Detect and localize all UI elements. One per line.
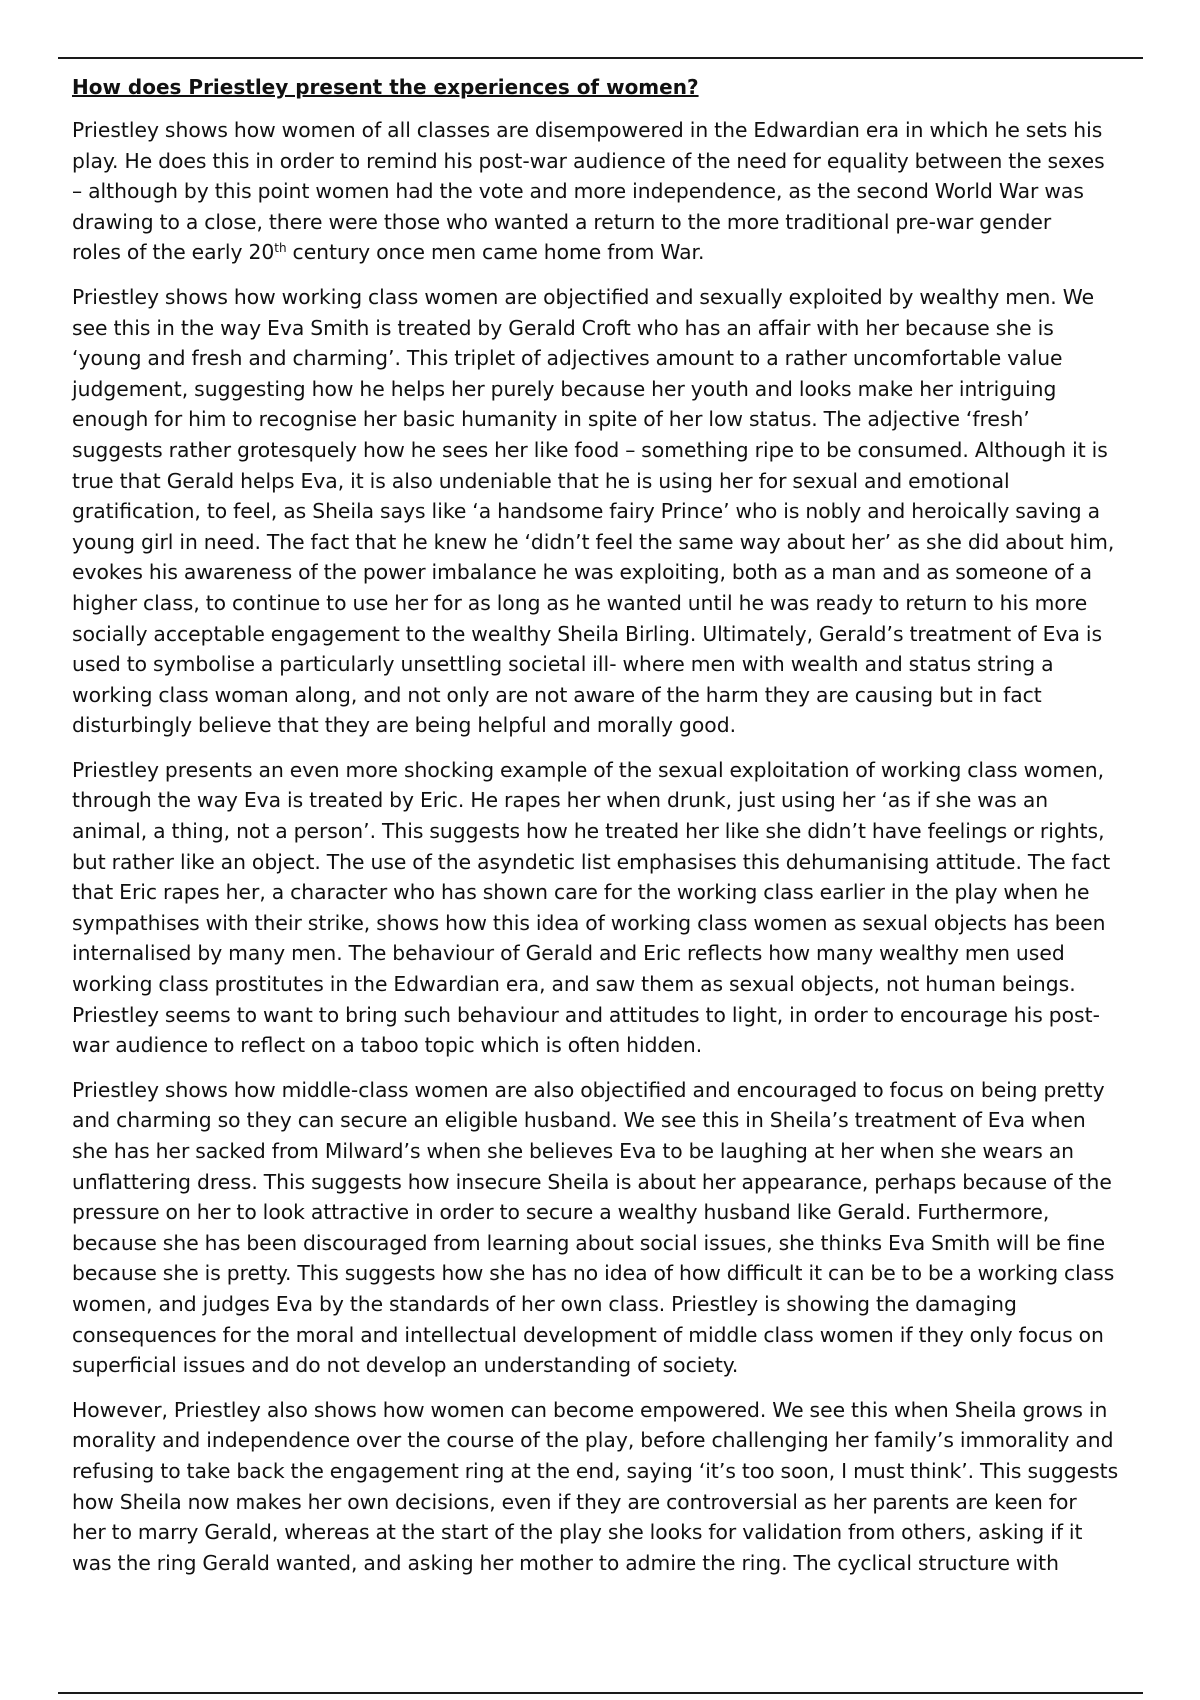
text-line: socially acceptable engagement to the wealthy Sheila Birling. Ultimately, Gerald’s treatment of Eva is — [72, 621, 1103, 646]
paragraph-3 — [72, 755, 1130, 1061]
text-line: enough for him to recognise her basic humanity in spite of her low status. The adjective ‘fresh’ — [72, 407, 1030, 432]
paragraph-2 — [72, 282, 1130, 741]
bottom-rule — [58, 1692, 1143, 1694]
text-line: used to symbolise a particularly unsettling societal ill- where men with wealth and status string a — [72, 652, 1054, 677]
text-line: Priestley seems to want to bring such behaviour and attitudes to light, in order to encourage his post- — [72, 1002, 1100, 1027]
paragraph-5 — [72, 1395, 1130, 1579]
text-line: play. He does this in order to remind his post-war audience of the need for equality between the sexes — [72, 148, 1105, 173]
text-line: superficial issues and do not develop an understanding of society. — [72, 1353, 739, 1378]
text-line: higher class, to continue to use her for as long as he wanted until he was ready to return to his more — [72, 590, 1088, 615]
text-line: working class woman along, and not only are not aware of the harm they are causing but in fact — [72, 682, 1042, 707]
text-line: morality and independence over the course of the play, before challenging her family’s immorality and — [72, 1428, 1114, 1453]
paragraph-1 — [72, 115, 1130, 268]
text-line: animal, a thing, not a person’. This suggests how he treated her like she didn’t have feelings or rights, — [72, 819, 1105, 844]
text-segment: roles of the early 20 — [72, 240, 275, 265]
ordinal-superscript: th — [274, 241, 287, 256]
paragraph-4 — [72, 1075, 1130, 1381]
text-line: through the way Eva is treated by Eric. He rapes her when drunk, just using her ‘as if she was an — [72, 788, 1049, 813]
text-line: Priestley shows how working class women are objectified and sexually exploited by wealthy men. We — [72, 284, 1095, 309]
text-line: Priestley shows how women of all classes are disempowered in the Edwardian era in which he sets his — [72, 118, 1103, 142]
text-line: evokes his awareness of the power imbalance he was exploiting, both as a man and as someone of a — [72, 560, 1093, 585]
text-line: women, and judges Eva by the standards of her own class. Priestley is showing the damaging — [72, 1291, 1017, 1316]
text-line: unflattering dress. This suggests how insecure Sheila is about her appearance, perhaps because of the — [72, 1169, 1112, 1194]
text-line: because she has been discouraged from learning about social issues, she thinks Eva Smith will be fine — [72, 1230, 1106, 1255]
text-line: how Sheila now makes her own decisions, even if they are controversial as her parents are keen for — [72, 1489, 1077, 1514]
essay-title: How does Priestley present the experiences of women? — [72, 75, 699, 99]
text-line: refusing to take back the engagement ring at the end, saying ‘it’s too soon, I must think’. This suggests — [72, 1458, 1119, 1483]
text-line: young girl in need. The fact that he knew he ‘didn’t feel the same way about her’ as she did about him, — [72, 529, 1115, 554]
text-line: Priestley presents an even more shocking example of the sexual exploitation of working class women, — [72, 757, 1105, 782]
text-line: suggests rather grotesquely how he sees her like food – something ripe to be consumed. Although it is — [72, 437, 1108, 462]
text-line: her to marry Gerald, whereas at the start of the play she looks for validation from others, asking if it — [72, 1520, 1083, 1545]
text-line: internalised by many men. The behaviour of Gerald and Eric reflects how many wealthy men used — [72, 941, 1065, 966]
document-body — [72, 72, 1130, 1592]
text-line: Priestley shows how middle-class women are also objectified and encouraged to focus on being pretty — [72, 1077, 1105, 1102]
text-line: disturbingly believe that they are being helpful and morally good. — [72, 713, 737, 738]
text-line: working class prostitutes in the Edwardian era, and saw them as sexual objects, not human beings. — [72, 972, 1076, 997]
top-rule — [58, 57, 1143, 59]
text-segment: century once men came home from War. — [286, 240, 705, 265]
text-line: gratification, to feel, as Sheila says like ‘a handsome fairy Prince’ who is nobly and heroically saving a — [72, 499, 1101, 524]
text-line: war audience to reflect on a taboo topic which is often hidden. — [72, 1033, 703, 1058]
text-line: true that Gerald helps Eva, it is also undeniable that he is using her for sexual and emotional — [72, 468, 1010, 493]
text-line: judgement, suggesting how he helps her purely because her youth and looks make her intriguing — [72, 376, 1057, 401]
text-line: ‘young and fresh and charming’. This triplet of adjectives amount to a rather uncomfortable value — [72, 346, 1063, 371]
essay-paragraphs — [72, 115, 1130, 1578]
text-line: that Eric rapes her, a character who has shown care for the working class earlier in the play when he — [72, 880, 1090, 905]
text-line: consequences for the moral and intellectual development of middle class women if they only focus on — [72, 1322, 1104, 1347]
text-line: was the ring Gerald wanted, and asking her mother to admire the ring. The cyclical structure with — [72, 1550, 1059, 1575]
text-line — [72, 237, 1130, 268]
text-line: because she is pretty. This suggests how she has no idea of how difficult it can be to be a working class — [72, 1261, 1115, 1286]
text-line: but rather like an object. The use of the asyndetic list emphasises this dehumanising attitude. The fact — [72, 849, 1111, 874]
text-line: sympathises with their strike, shows how this idea of working class women as sexual objects has been — [72, 910, 1106, 935]
text-line: drawing to a close, there were those who wanted a return to the more traditional pre-war gender — [72, 209, 1052, 234]
text-line: – although by this point women had the vote and more independence, as the second World War was — [72, 179, 1084, 204]
text-line: see this in the way Eva Smith is treated by Gerald Croft who has an affair with her because she is — [72, 315, 1054, 340]
text-line: she has her sacked from Milward’s when she believes Eva to be laughing at her when she wears an — [72, 1139, 1075, 1163]
text-line: and charming so they can secure an eligible husband. We see this in Sheila’s treatment of Eva when — [72, 1108, 1086, 1133]
text-line: pressure on her to look attractive in order to secure a wealthy husband like Gerald. Furthermore, — [72, 1200, 1050, 1225]
text-line: However, Priestley also shows how women can become empowered. We see this when Sheila grows in — [72, 1397, 1108, 1422]
